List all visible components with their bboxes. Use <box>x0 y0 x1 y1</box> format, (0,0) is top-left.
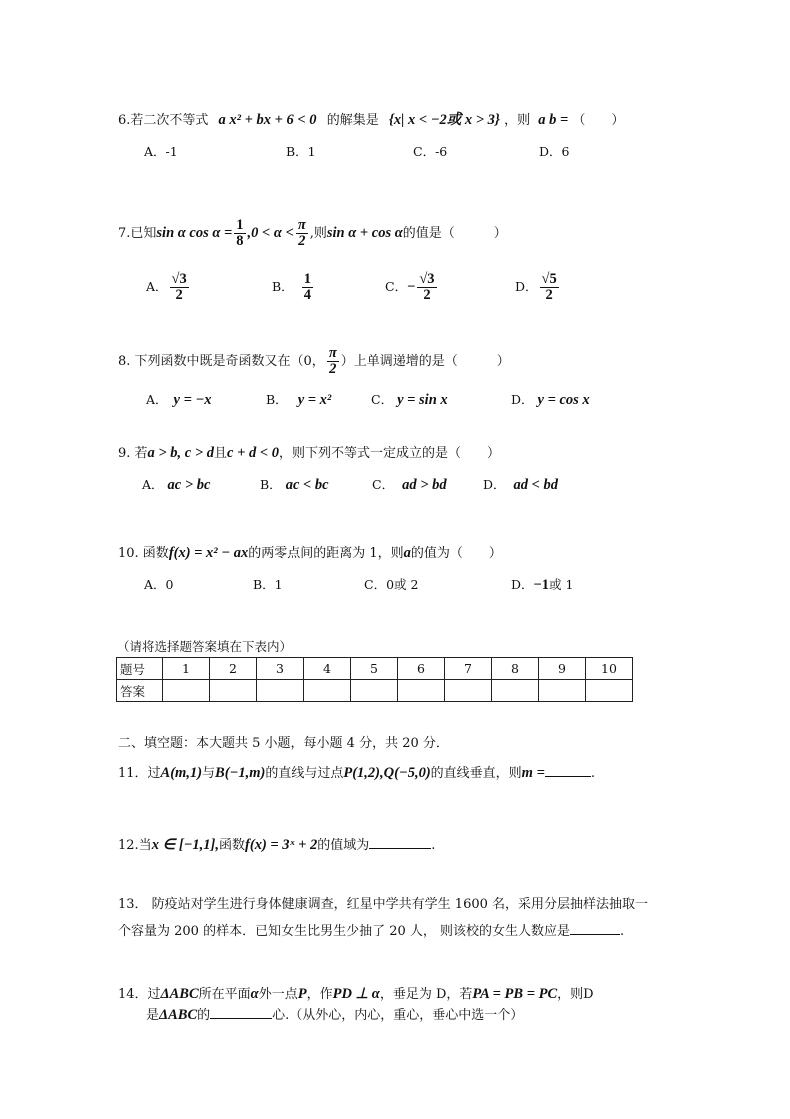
q8-opt-a: y = −x <box>173 392 212 408</box>
table-cell-number: 8 <box>492 658 539 680</box>
q11-points-pq: P(1,2),Q(−5,0) <box>343 765 431 781</box>
q6-paren: （ ） <box>572 113 625 128</box>
q7-fraction-pi-half <box>296 218 308 249</box>
q12-number: 12.当 <box>118 838 152 853</box>
q14-line2-mid: 的 <box>197 1008 211 1023</box>
q7-option-d <box>515 272 561 303</box>
q11-answer-blank[interactable] <box>545 775 591 777</box>
answer-cell[interactable] <box>257 680 304 702</box>
q7-opt-d-fraction <box>540 272 559 303</box>
q9-label-d: D． <box>483 477 506 492</box>
table-cell-number: 3 <box>257 658 304 680</box>
answer-cell[interactable] <box>304 680 351 702</box>
q9-option-c <box>372 475 447 494</box>
q9-and: 且 <box>214 446 228 461</box>
q11-end: . <box>590 766 595 781</box>
table-cell-number: 6 <box>398 658 445 680</box>
answer-cell[interactable] <box>586 680 633 702</box>
question-14-line-2 <box>146 1004 523 1024</box>
answer-cell[interactable] <box>210 680 257 702</box>
question-11 <box>118 762 595 782</box>
q8-option-a <box>146 390 212 409</box>
q6-option-b: B．1 <box>286 144 316 159</box>
section-2-heading: 二、填空题：本大题共 5 小题，每小题 4 分，共 20 分． <box>118 736 449 751</box>
q9-opt-b: ac < bc <box>285 477 329 493</box>
q7-opt-c-sign: − <box>407 279 416 296</box>
q10-mid: 的两零点间的距离为 1，则 <box>248 546 404 561</box>
answer-cell[interactable] <box>539 680 586 702</box>
q8-label-a: A． <box>146 392 168 407</box>
q14-line2-end: 心.（从外心，内心，重心，垂心中选一个） <box>272 1008 524 1023</box>
q6-inequality: a x² + bx + 6 < 0 <box>218 112 317 128</box>
q7-end: 的值是（ ） <box>402 226 507 242</box>
answer-cell[interactable] <box>163 680 210 702</box>
table-answer-label: 答案 <box>117 680 163 702</box>
q12-tail: 的值域为 <box>317 838 370 853</box>
q9-tail: ，则下列不等式一定成立的是（ ） <box>279 446 501 461</box>
answer-cell[interactable] <box>492 680 539 702</box>
q7-opt-d-den: 2 <box>545 287 553 304</box>
q6-number: 6.若二次不等式 <box>118 113 209 128</box>
q7-frac-den: 8 <box>236 233 244 250</box>
q8-pi-num: π <box>328 345 337 361</box>
question-6 <box>118 108 624 129</box>
q9-opt-d: ad < bd <box>513 477 559 493</box>
answer-table-caption: （请将选择题答案填在下表内） <box>117 639 293 654</box>
q9-option-d <box>483 475 558 494</box>
q7-tail: ,则 <box>309 226 327 242</box>
question-12 <box>118 834 435 854</box>
q7-label-c: C． <box>385 279 408 295</box>
q14-mid3: ，作 <box>306 987 333 1002</box>
q10-opt-d-value: −1 <box>533 577 550 593</box>
q7-frac-num: 1 <box>236 217 244 233</box>
q6-option-d: D．6 <box>539 144 570 159</box>
q14-mid5: ，则D <box>557 987 594 1002</box>
answer-table <box>116 657 633 702</box>
q10-function: f(x) = x² − ax <box>168 545 249 561</box>
q9-label-b: B． <box>260 477 282 492</box>
q7-option-c <box>385 272 439 303</box>
question-7 <box>118 218 507 249</box>
q11-with: 与 <box>202 766 216 781</box>
q8-option-b <box>266 390 331 409</box>
q8-opt-b: y = x² <box>297 392 332 408</box>
q7-label-b: B． <box>272 279 294 295</box>
q10-number: 10. 函数 <box>118 546 169 561</box>
q14-line2-start: 是 <box>146 1008 160 1023</box>
q10-opt-d-tail: 或 1 <box>549 577 574 592</box>
table-row-answers <box>117 680 633 702</box>
table-cell-number: 1 <box>163 658 210 680</box>
q7-label-a: A． <box>146 279 168 295</box>
q9-label-a: A． <box>142 477 164 492</box>
q9-condition: a > b, c > d <box>147 445 215 461</box>
answer-cell[interactable] <box>398 680 445 702</box>
q11-point-b: B(−1,m) <box>215 765 266 781</box>
q9-option-b <box>260 475 329 494</box>
q12-answer-blank[interactable] <box>369 847 431 849</box>
q12-mid: 函数 <box>219 838 246 853</box>
q11-var: m = <box>521 765 545 781</box>
q14-point-p: P <box>297 986 307 1002</box>
table-cell-number: 4 <box>304 658 351 680</box>
q8-tail: ）上单调递增的是（ ） <box>340 354 510 370</box>
q7-opt-b-num: 1 <box>303 271 311 287</box>
table-cell-number: 9 <box>539 658 586 680</box>
q7-opt-d-num: √5 <box>541 271 557 287</box>
table-cell-number: 5 <box>351 658 398 680</box>
q12-domain: x ∈ [−1,1], <box>151 837 220 853</box>
q7-lhs: sin α cos α = <box>156 225 233 242</box>
q7-pi-num: π <box>297 217 306 233</box>
q7-opt-c-den: 2 <box>423 287 431 304</box>
q6-option-a: A．-1 <box>144 144 178 159</box>
q9-number: 9. 若 <box>118 446 148 461</box>
q7-pi-den: 2 <box>298 233 306 250</box>
question-10 <box>118 542 502 562</box>
q14-triangle-2: ΔABC <box>159 1007 198 1023</box>
q10-label-d: D． <box>511 577 534 592</box>
q9-option-a <box>142 475 210 494</box>
q13-answer-blank[interactable] <box>570 933 620 935</box>
q12-end: . <box>431 838 436 853</box>
q7-opt-a-den: 2 <box>175 287 183 304</box>
q7-opt-a-fraction <box>170 272 189 303</box>
question-8 <box>118 346 510 377</box>
q10-option-b: B．1 <box>253 577 283 592</box>
q6-tail: ，则 <box>504 113 531 128</box>
q8-label-b: B． <box>266 392 288 407</box>
q7-opt-b-fraction <box>302 272 313 303</box>
q8-opt-d: y = cos x <box>537 392 590 408</box>
question-14 <box>118 983 594 1003</box>
q7-option-a <box>146 272 191 303</box>
q7-opt-c-num: √3 <box>419 271 435 287</box>
answer-cell[interactable] <box>445 680 492 702</box>
q9-opt-c: ad > bd <box>402 477 447 493</box>
q8-option-d <box>511 390 590 409</box>
answer-cell[interactable] <box>351 680 398 702</box>
q8-label-c: C． <box>371 392 394 407</box>
q6-option-c: C．-6 <box>413 144 448 159</box>
q13-line-2-text: 个容量为 200 的样本．已知女生比男生少抽了 20 人， 则该校的女生人数应是 <box>118 924 571 939</box>
q8-number: 8. 下列函数中既是奇函数又在（0， <box>118 354 325 370</box>
q7-expr: sin α + cos α <box>326 225 403 242</box>
q7-opt-a-num: √3 <box>171 271 187 287</box>
q10-option-d <box>511 575 573 594</box>
q8-fraction-pi-half <box>327 346 339 377</box>
q7-opt-b-den: 4 <box>303 287 311 304</box>
q7-number: 7.已知 <box>118 226 157 242</box>
table-row-numbers <box>117 658 633 680</box>
q14-perpendicular: PD ⊥ α <box>332 986 380 1002</box>
q11-tail: 的直线垂直，则 <box>430 766 522 781</box>
q8-pi-den: 2 <box>329 361 337 378</box>
q7-option-b <box>272 272 315 303</box>
q6-ask: a b = <box>538 112 569 128</box>
q7-label-d: D． <box>515 279 538 295</box>
q14-mid4: ，垂足为 D，若 <box>379 987 473 1002</box>
question-9 <box>118 442 500 462</box>
q13-end: . <box>620 924 625 939</box>
table-cell-number: 7 <box>445 658 492 680</box>
question-13-line-2 <box>118 920 624 939</box>
q7-fraction-one-eighth <box>234 218 245 249</box>
q10-option-c: C．0或 2 <box>364 577 419 592</box>
q10-option-a: A．0 <box>144 577 174 592</box>
q10-var: a <box>403 545 411 561</box>
table-header-label: 题号 <box>117 658 163 680</box>
q9-condition-2: c + d < 0 <box>227 445 279 461</box>
q14-mid1: 所在平面 <box>198 987 251 1002</box>
q10-tail: 的值为（ ） <box>410 546 502 561</box>
table-cell-number: 2 <box>210 658 257 680</box>
q8-option-c <box>371 390 448 409</box>
q14-mid2: 外一点 <box>258 987 298 1002</box>
q14-equal-lengths: PA = PB = PC <box>472 986 558 1002</box>
q11-point-a: A(m,1) <box>160 765 203 781</box>
table-cell-number: 10 <box>586 658 633 680</box>
q11-mid: 的直线与过点 <box>265 766 344 781</box>
q8-opt-c: y = sin x <box>397 392 448 408</box>
q6-mid-text: 的解集是 <box>326 113 379 128</box>
question-13-line-1: 13． 防疫站对学生进行身体健康调查，红星中学共有学生 1600 名，采用分层抽样法抽取一 <box>118 897 649 912</box>
q7-condition: ,0 < α < <box>247 225 294 242</box>
q14-triangle: ΔABC <box>160 986 199 1002</box>
q6-solution-set: {x| x < −2或 x > 3} <box>388 112 500 128</box>
q9-label-c: C． <box>372 477 395 492</box>
q9-opt-a: ac > bc <box>167 477 211 493</box>
q14-answer-blank[interactable] <box>210 1017 272 1019</box>
q12-function: f(x) = 3ˣ + 2 <box>245 837 318 853</box>
q14-number: 14．过 <box>118 987 161 1002</box>
q14-alpha: α <box>250 986 259 1002</box>
q8-label-d: D． <box>511 392 534 407</box>
q11-number: 11．过 <box>118 766 161 781</box>
q7-opt-c-fraction <box>417 272 436 303</box>
